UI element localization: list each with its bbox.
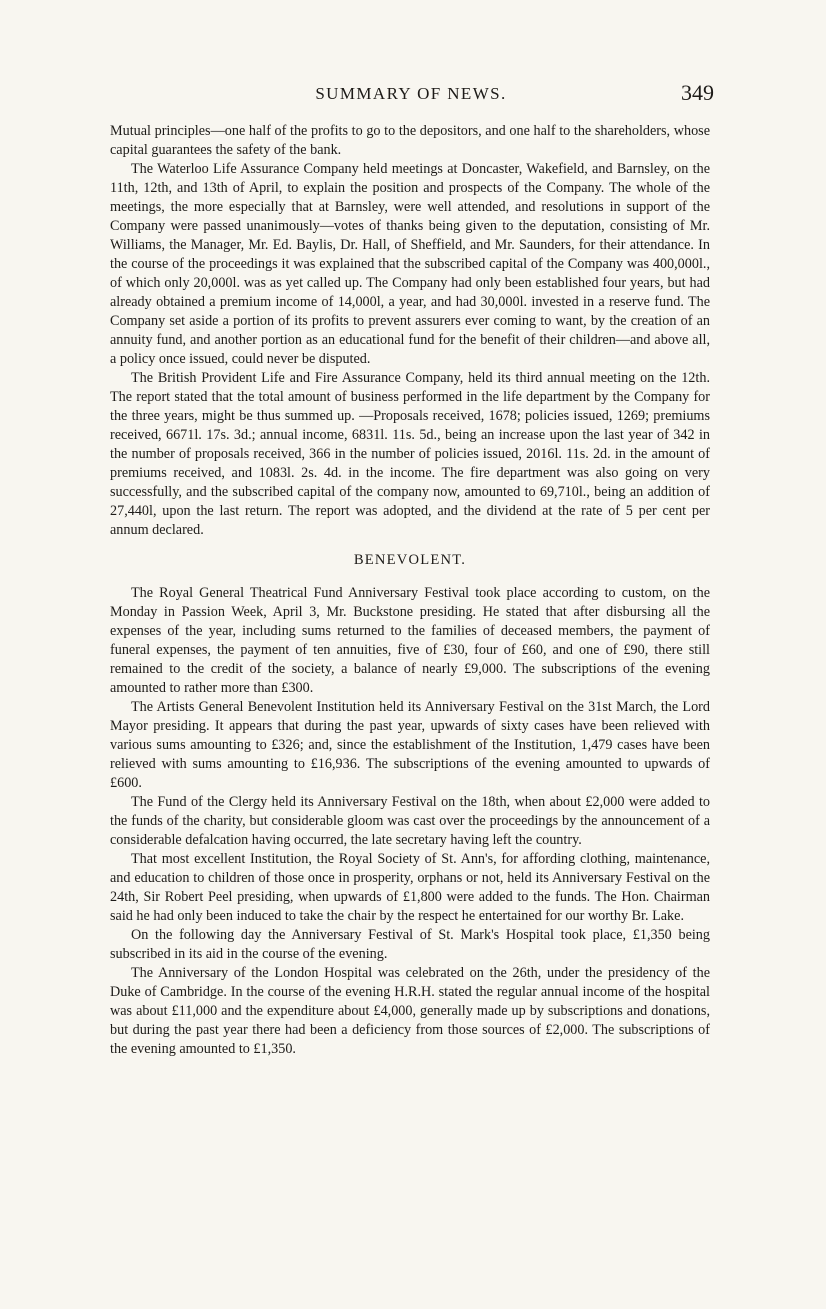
paragraph-artists-institution: The Artists General Benevolent Institution held its Anniversary Festival on the 31st March, the Lord Mayor presiding. It appears that during the past year, upwards of sixty cases have been relieved with various sums amounting to £326; and, since the establishment of the Institution, 1,479 cases have been relieved with sums amounting to £16,936. The subscriptions of the evening amounted to upwards of £600.: [110, 699, 710, 791]
paragraph-theatrical-fund: The Royal General Theatrical Fund Anniversary Festival took place according to custom, on the Monday in Passion Week, April 3, Mr. Buckstone presiding. He stated that after disbursing all the expenses of the year, including sums returned to the families of deceased members, the payment of funeral expenses, the payment of ten annuities, five of £30, four of £60, and one of £90, there still remained to the credit of the society, a balance of nearly £9,000. The subscriptions of the evening amounted to rather more than £300.: [110, 585, 710, 696]
paragraph-royal-society-st-anns: That most excellent Institution, the Royal Society of St. Ann's, for affording clothing, maintenance, and education to children of those once in prosperity, orphans or not, held its Anniversary Festival on the 24th, Sir Robert Peel presiding, when upwards of £1,800 were added to the funds. The Hon. Chairman said he had only been induced to take the chair by the respect he entertained for our worthy Br. Lake.: [110, 851, 710, 924]
paragraph-british-provident: The British Provident Life and Fire Assurance Company, held its third annual meeting on the 12th. The report stated that the total amount of business performed in the life department by the Company for the three years, might be thus summed up. —Proposals received, 1678; policies issued, 1269; premiums received, 6671l. 17s. 3d.; annual income, 6831l. 11s. 5d., being an increase upon the last year of 342 in the number of proposals received, 366 in the number of policies issued, 2016l. 11s. 2d. in the amount of premiums received, and 1083l. 2s. 4d. in the income. The fire department was also going on very successfully, and the subscribed capital of the company now, amounted to 69,710l., being an addition of 27,440l, upon the last return. The report was adopted, and the dividend at the rate of 5 per cent per annum declared.: [110, 370, 710, 538]
paragraph-london-hospital: The Anniversary of the London Hospital was celebrated on the 26th, under the presidency of the Duke of Cambridge. In the course of the evening H.R.H. stated the regular annual income of the hospital was about £11,000 and the expenditure about £4,000, generally made up by subscriptions and donations, but during the past year there had been a deficiency from those sources of £2,000. The subscriptions of the evening amounted to £1,350.: [110, 965, 710, 1057]
article-body: [110, 122, 710, 1059]
paragraph-fund-of-clergy: The Fund of the Clergy held its Anniversary Festival on the 18th, when about £2,000 were added to the funds of the charity, but considerable gloom was cast over the proceedings by the announcement of a considerable defalcation having occurred, the late secretary having left the country.: [110, 794, 710, 848]
paragraph-waterloo-life: The Waterloo Life Assurance Company held meetings at Doncaster, Wakefield, and Barnsley, on the 11th, 12th, and 13th of April, to explain the position and prospects of the Company. The whole of the meetings, the more especially that at Barnsley, were well attended, and resolutions in support of the Company were passed unanimously—votes of thanks being given to the deputation, consisting of Mr. Williams, the Manager, Mr. Ed. Baylis, Dr. Hall, of Sheffield, and Mr. Saunders, for their attendance. In the course of the proceedings it was explained that the subscribed capital of the Company was 400,000l., of which only 20,000l. was as yet called up. The Company had only been established four years, but had already obtained a premium income of 14,000l, a year, and had 30,000l. invested in a reserve fund. The Company set aside a portion of its profits to prevent assurers ever coming to want, by the creation of an annuity fund, and another portion as an educational fund for the benefit of their children—and above all, a policy once issued, could never be disputed.: [110, 161, 710, 367]
paragraph-mutual-principles: Mutual principles—one half of the profits to go to the depositors, and one half to the shareholders, whose capital guarantees the safety of the bank.: [110, 123, 710, 158]
paragraph-st-marks-hospital: On the following day the Anniversary Festival of St. Mark's Hospital took place, £1,350 being subscribed in its aid in the course of the evening.: [110, 927, 710, 962]
running-head: [108, 80, 714, 108]
section-heading-benevolent: BENEVOLENT.: [353, 552, 467, 568]
running-title: SUMMARY OF NEWS.: [315, 84, 507, 103]
page-number: 349: [681, 80, 714, 105]
